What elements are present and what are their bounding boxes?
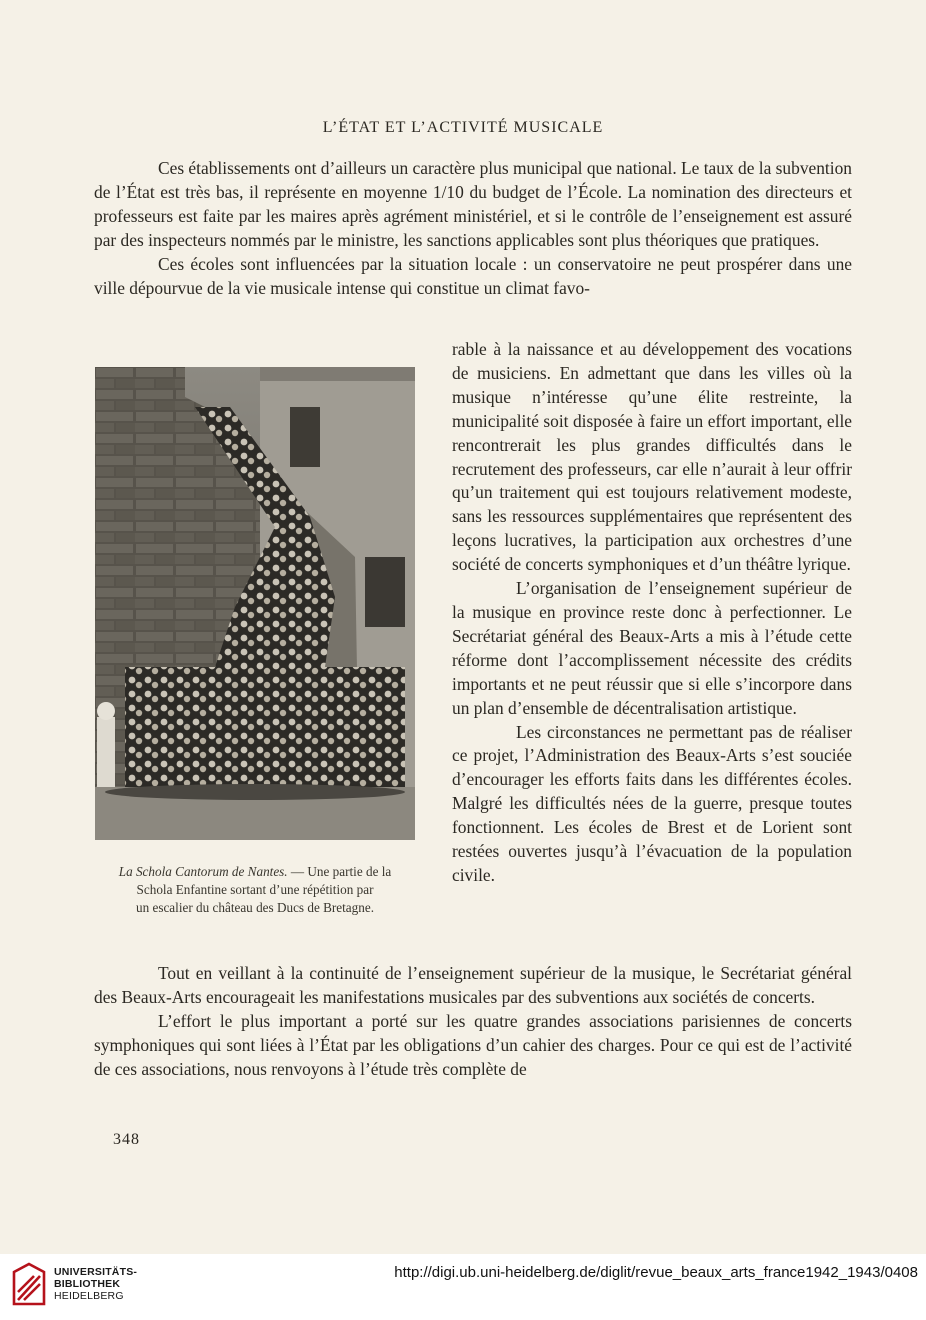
paragraph: Ces écoles sont influencées par la situation locale : un conservatoire ne peut prospérer dans une ville dépourvue de la vie musicale intense qui constitue un climat favo-	[94, 253, 852, 298]
caption-text: Une partie de la	[307, 864, 392, 879]
library-line: UNIVERSITÄTS-	[54, 1266, 138, 1278]
caption-title: La Schola Cantorum de Nantes.	[118, 864, 288, 879]
library-line: BIBLIOTHEK	[54, 1278, 121, 1290]
caption-dash: —	[287, 864, 308, 879]
text-block-side	[452, 338, 852, 888]
photo-caption	[80, 863, 430, 918]
text-block-bottom	[94, 962, 852, 1082]
paragraph: Ces établissements ont d’ailleurs un caractère plus municipal que national. Le taux de la subvention de l’État est très bas, il représente en moyenne 1/10 du budget de l’École. La nomination des directeurs et professeurs est faite par les maires après agrément ministériel, et si le contrôle de l’enseignement est assuré par des inspecteurs nommés par le ministre, les sanctions applicables sont plus théoriques que pratiques.	[94, 158, 852, 250]
library-line: HEIDELBERG	[54, 1290, 124, 1302]
source-url-link[interactable]: http://digi.ub.uni-heidelberg.de/diglit/revue_beaux_arts_france1942_1943/0408	[394, 1264, 918, 1281]
paragraph: L’organisation de l’enseignement supérieur de la musique en province reste donc à perfectionner. Le Secrétariat général des Beaux-Arts a mis à l’étude cette réforme dont l’accomplissement nécessite des crédits importants et ne peut réussir que si elle s’incorpore dans un plan d’ensemble de décentralisation artistique.	[452, 578, 852, 718]
photograph-illustration	[95, 367, 415, 840]
running-head: L’ÉTAT ET L’ACTIVITÉ MUSICALE	[322, 119, 604, 136]
paragraph: rable à la naissance et au développement des vocations de musiciens. En admettant que dans les villes où la musique n’intéresse qu’une élite restreinte, la municipalité soit disposée à faire un effort important, elle rencontrerait les plus grandes difficultés dans le recrutement des professeurs, car elle n’aurait à leur offrir qu’un traitement qui est toujours relativement modeste, sans les ressources supplémentaires que représentent des leçons lucratives, la participation aux orchestres d’une société de concerts symphoniques et d’un théâtre lyrique.	[452, 339, 852, 575]
paragraph: L’effort le plus important a porté sur les quatre grandes associations parisiennes de concerts symphoniques qui sont liées à l’État par les obligations d’un cahier des charges. Pour ce qui est de l’activité de ces associations, nous renvoyons à l’étude très complète de	[94, 1010, 852, 1079]
caption-line: un escalier du château des Ducs de Bretagne.	[135, 900, 374, 916]
heidelberg-library-logo-icon	[12, 1262, 46, 1306]
caption-line	[80, 863, 430, 881]
text-block-top	[94, 157, 852, 300]
paragraph: Tout en veillant à la continuité de l’enseignement supérieur de la musique, le Secrétariat général des Beaux-Arts encourageait les manifestations musicales par des subventions aux sociétés de concerts.	[94, 963, 852, 1007]
library-name	[54, 1266, 137, 1302]
paragraph: Les circonstances ne permettant pas de réaliser ce projet, l’Administration des Beaux-Arts s’est souciée d’encourager les efforts faits dans les différentes écoles. Malgré les difficultés nées de la guerre, presque toutes fonctionnent. Les écoles de Brest et de Lorient sont restées ouvertes jusqu’à l’évacuation de la population civile.	[452, 721, 852, 885]
page-number: 348	[113, 1131, 140, 1148]
photograph-choir-on-staircase	[95, 367, 415, 840]
caption-line: Schola Enfantine sortant d’une répétition par	[136, 882, 374, 898]
